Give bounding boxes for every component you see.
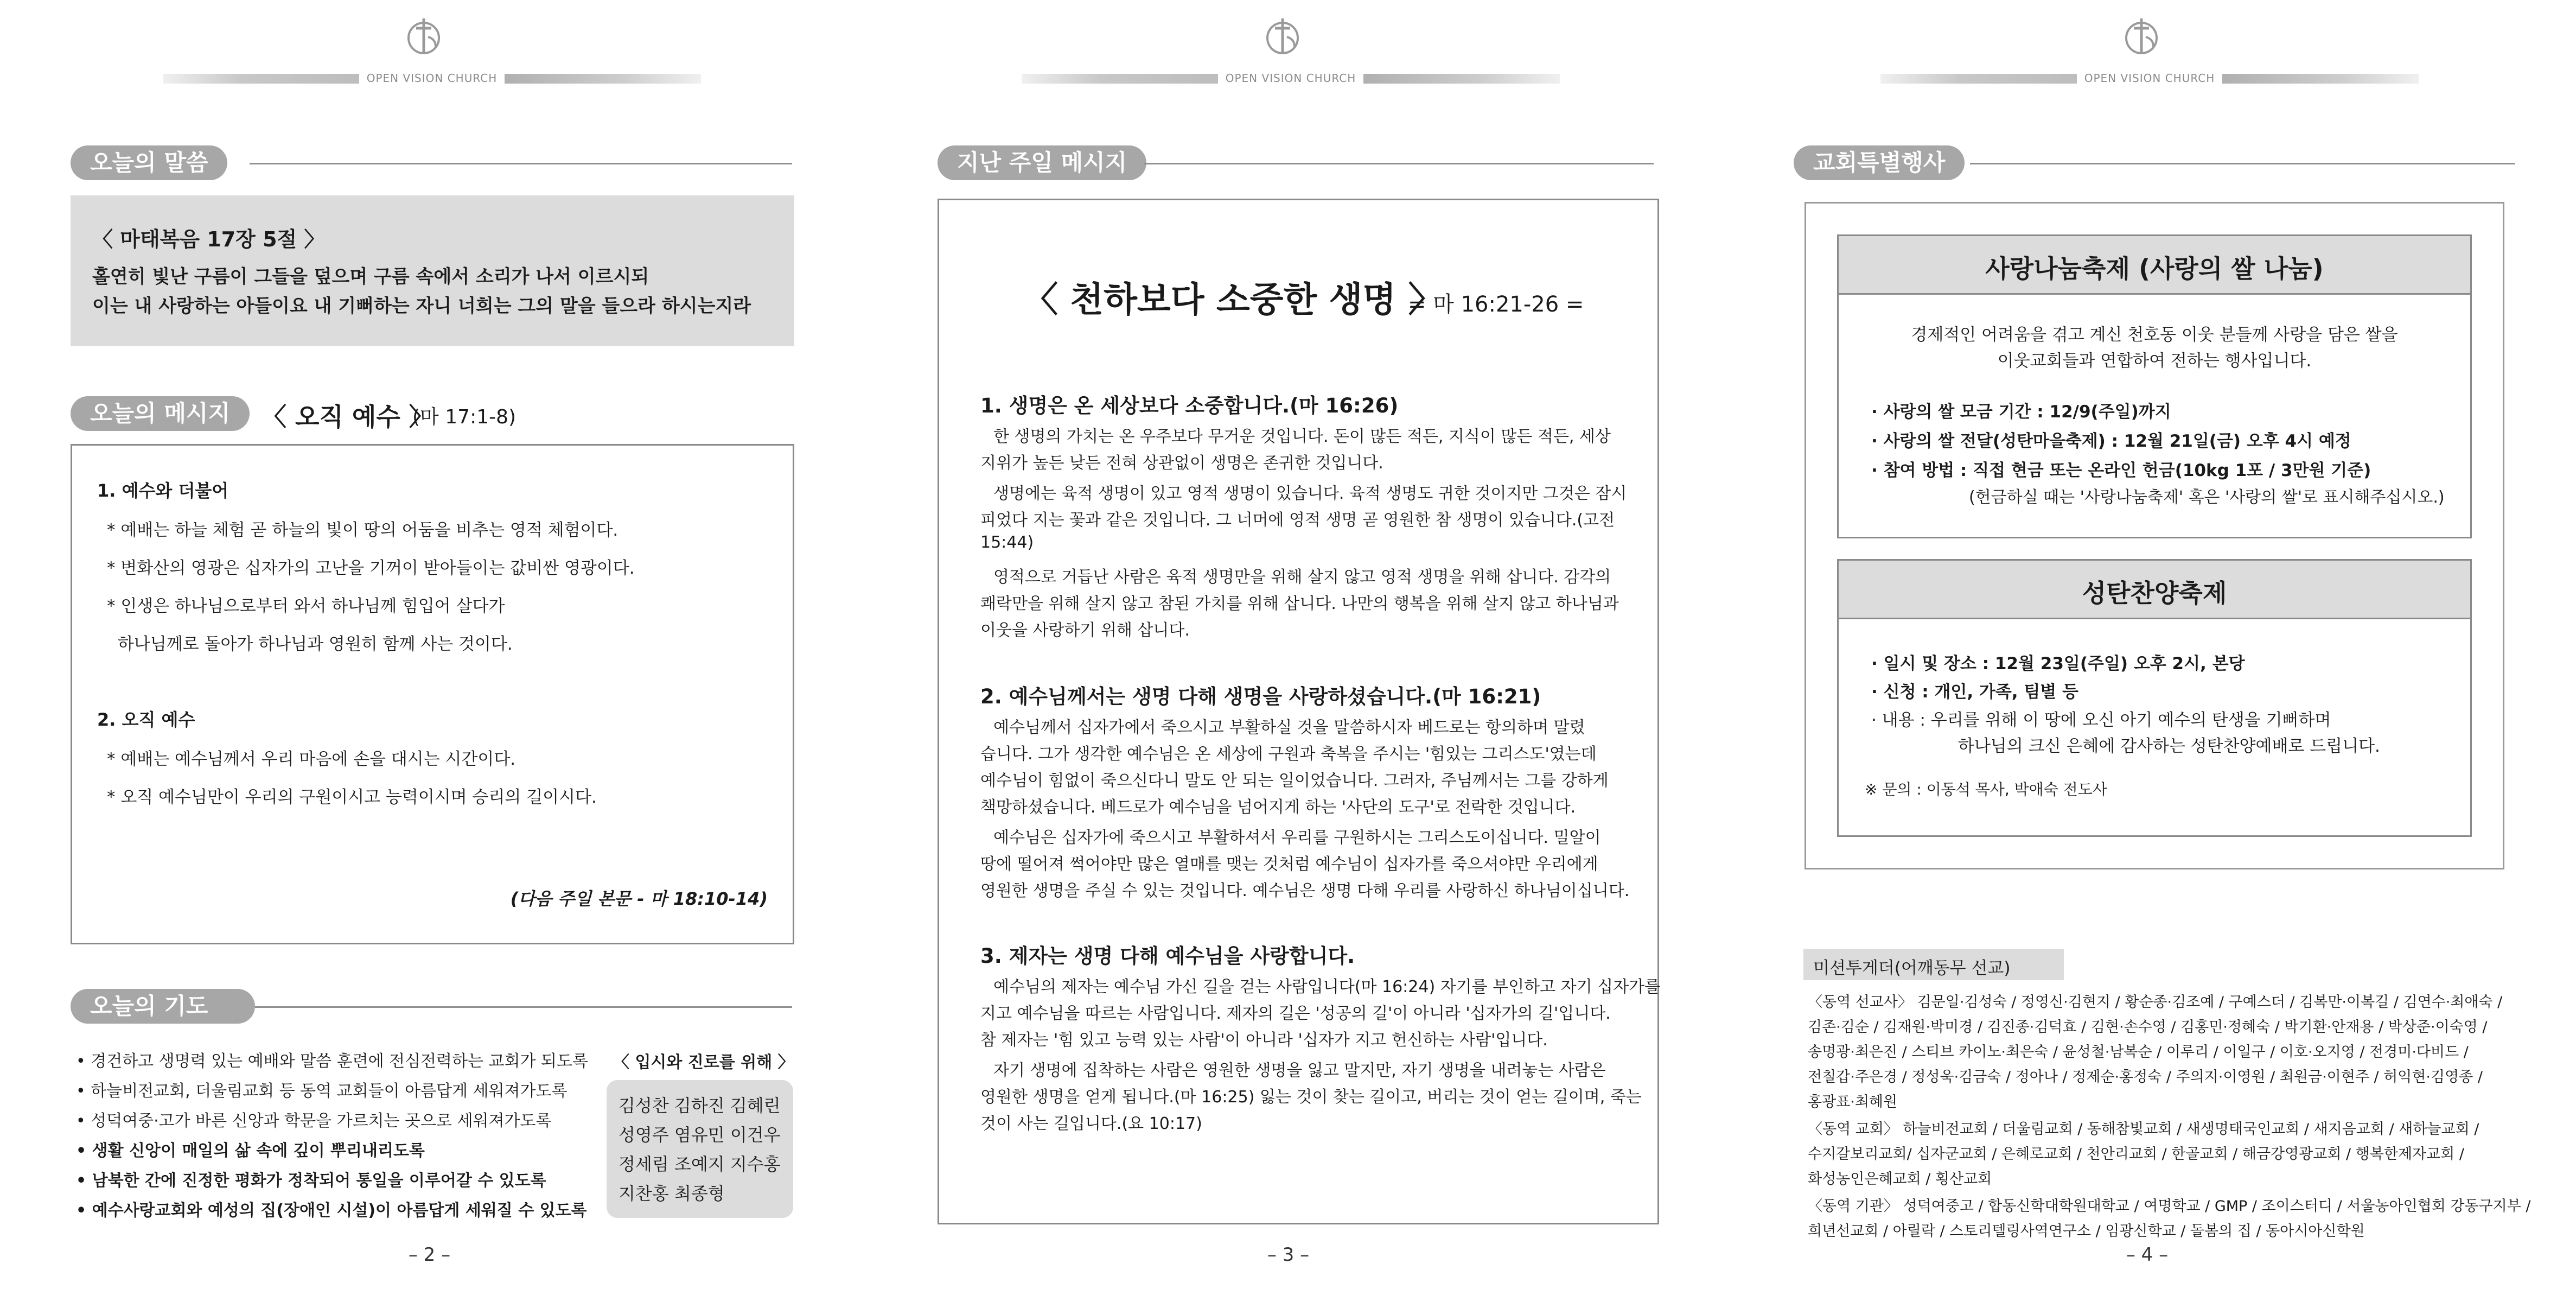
body-line: 피었다 지는 꽃과 같은 것입니다. 그 너머에 영적 생명 곧 영원한 참 생명이 있습니다.(고전 — [980, 511, 1615, 530]
word-section-title: 오늘의 말씀 — [71, 145, 227, 180]
church-logo-icon — [402, 15, 445, 59]
prayer-item: • 남북한 간에 진정한 평화가 정착되어 통일을 이루어갈 수 있도록 — [76, 1171, 546, 1190]
body-line: 예수님께서 십자가에서 죽으시고 부활하실 것을 말씀하시자 베드로는 항의하며 말렸 — [993, 718, 1585, 737]
word-box — [71, 195, 794, 346]
body-line: 것이 사는 길입니다.(요 10:17) — [980, 1114, 1202, 1133]
message-bullet: * 오직 예수님만이 우리의 구원이시고 능력이시며 승리의 길이시다. — [107, 788, 597, 807]
page-header — [859, 15, 1718, 85]
message-heading: 2. 오직 예수 — [97, 709, 195, 730]
church-name: OPEN VISION CHURCH — [366, 72, 498, 85]
message-bullet: * 인생은 하나님으로부터 와서 하나님께 힘입어 살다가 — [107, 596, 505, 616]
mission-line: 〈동역 선교사〉 김문일·김성숙 / 정영신·김현지 / 황순종·김조예 / 구예스더 / 김복만·이복길 / 김연수·최애숙 / — [1808, 994, 2503, 1011]
body-line: 예수님은 십자가에 죽으시고 부활하셔서 우리를 구원하시는 그리스도이십니다. 밀알이 — [993, 828, 1601, 847]
body-line: 15:44) — [980, 533, 1034, 552]
mission-line: 〈동역 기관〉 성덕여중고 / 합동신학대학원대학교 / 여명학교 / GMP / 조이스터디 / 서울농아인협회 강동구지부 / — [1808, 1198, 2531, 1215]
prayer-item: • 하늘비전교회, 더울림교회 등 동역 교회들이 아름답게 세워져가도록 — [76, 1082, 568, 1101]
event-detail-note: (헌금하실 때는 '사랑나눔축제' 혹은 '사랑의 쌀'로 표시해주십시오.) — [1969, 488, 2445, 507]
sermon-point-heading: 2. 예수님께서는 생명 다해 생명을 사랑하셨습니다.(마 16:21) — [980, 685, 1541, 708]
body-line: 생명에는 육적 생명이 있고 영적 생명이 있습니다. 육적 생명도 귀한 것이지만 그것은 잠시 — [993, 484, 1627, 503]
body-line: 자기 생명에 집착하는 사람은 영원한 생명을 잃고 말지만, 자기 생명을 내려놓는 사람은 — [993, 1061, 1606, 1080]
body-line: 한 생명의 가치는 온 우주보다 무거운 것입니다. 돈이 많든 적든, 지식이 많든 적든, 세상 — [993, 427, 1611, 446]
mission-line: 송명광·최은진 / 스티브 카이노·최은숙 / 윤성철·남복순 / 이루리 / 이일구 / 이호·오지영 / 전경미·다비드 / — [1808, 1044, 2469, 1061]
event-detail: · 사랑의 쌀 전달(성탄마을축제) : 12월 21일(금) 오후 4시 예정 — [1871, 431, 2351, 451]
mission-title-box — [1803, 949, 2064, 980]
church-logo-icon — [2120, 15, 2163, 59]
sermon-reference: (마 17:1-8) — [412, 406, 517, 428]
mission-line: 수지갈보리교회/ 십자군교회 / 은혜로교회 / 천안리교회 / 한골교회 / 해금강영광교회 / 행복한제자교회 / — [1808, 1146, 2464, 1163]
event-card-header — [1839, 561, 2470, 619]
exam-names-box — [607, 1080, 793, 1218]
page-number: – 3 – — [1267, 1244, 1310, 1266]
body-line: 지위가 높든 낮든 전혀 상관없이 생명은 존귀한 것입니다. — [980, 454, 1383, 473]
body-line: 습니다. 그가 생각한 예수님은 온 세상에 구원과 축복을 주시는 '힘있는 그리스도'였는데 — [980, 745, 1597, 764]
message-bullet-cont: 하나님께로 돌아가 하나님과 영원히 함께 사는 것이다. — [118, 634, 513, 654]
event-intro: 이웃교회들과 연합하여 전하는 행사입니다. — [1997, 351, 2312, 371]
exam-names-row: 지찬홍 최종형 — [619, 1183, 725, 1204]
sermon-point-heading: 1. 생명은 온 세상보다 소중합니다.(마 16:26) — [980, 394, 1399, 417]
body-line: 참 제자는 '힘 있고 능력 있는 사람'이 아니라 '십자가 지고 헌신하는 사람'입니다. — [980, 1031, 1548, 1050]
church-name: OPEN VISION CHURCH — [2084, 72, 2215, 85]
mission-line: 김존·김순 / 김재원·박미경 / 김진종·김덕효 / 김현·손수영 / 김홍민·정혜숙 / 박기환·안재용 / 박상준·이숙영 / — [1808, 1019, 2488, 1036]
divider — [250, 163, 792, 164]
mission-line: 화성농인은혜교회 / 횡산교회 — [1808, 1171, 1992, 1188]
prayer-item: • 경건하고 생명력 있는 예배와 말씀 훈련에 전심전력하는 교회가 되도록 — [76, 1052, 588, 1071]
message-bullet: * 변화산의 영광은 십자가의 고난을 기꺼이 받아들이는 값비싼 영광이다. — [107, 558, 635, 578]
body-line: 영원한 생명을 얻게 됩니다.(마 16:25) 잃는 것이 찾는 길이고, 버리는 것이 얻는 길이며, 죽는 — [980, 1088, 1642, 1107]
church-name: OPEN VISION CHURCH — [1225, 72, 1356, 85]
body-line: 이웃을 사랑하기 위해 삽니다. — [980, 621, 1190, 640]
header-bar-right — [1363, 74, 1560, 84]
header-bar-left — [1880, 74, 2077, 84]
page-header — [0, 15, 859, 85]
page-number: – 4 – — [2126, 1244, 2169, 1266]
header-bar-right — [505, 74, 701, 84]
body-line: 예수님의 제자는 예수님 가신 길을 걷는 사람입니다(마 16:24) 자기를 부인하고 자기 십자가를 — [993, 977, 1661, 996]
word-verse-line: 홀연히 빛난 구름이 그들을 덮으며 구름 속에서 소리가 나서 이르시되 — [92, 266, 649, 288]
mission-line: 〈동역 교회〉 하늘비전교회 / 더울림교회 / 동해참빛교회 / 새생명태국인교회 / 새지음교회 / 새하늘교회 / — [1808, 1121, 2479, 1138]
sermon-title: 〈 천하보다 소중한 생명 〉 — [1023, 280, 1443, 320]
event-detail: · 참여 방법 : 직접 현금 또는 온라인 헌금(10kg 1포 / 3만원 기준) — [1871, 461, 2371, 480]
exam-names-row: 성영주 염유민 이건우 — [619, 1125, 781, 1145]
prayer-section-title: 오늘의 기도 — [71, 989, 255, 1024]
mission-line: 전칠갑·주은경 / 정성욱·김금숙 / 정아나 / 정제순·홍정숙 / 주의지·이영원 / 최원금·이현주 / 허익현·김영종 / — [1808, 1069, 2483, 1085]
mission-line: 홍광표·최혜원 — [1808, 1094, 1898, 1110]
word-reference: 〈 마태복음 17장 5절 〉 — [92, 227, 325, 251]
page-3 — [859, 0, 1718, 1295]
body-line: 지고 예수님을 따르는 사람입니다. 제자의 길은 '성공의 길'이 아니라 '십자가의 길'입니다. — [980, 1004, 1611, 1023]
event-detail-cont: 하나님의 크신 은혜에 감사하는 성탄찬양예배로 드립니다. — [1958, 737, 2380, 756]
event-detail: · 사랑의 쌀 모금 기간 : 12/9(주일)까지 — [1871, 402, 2171, 422]
event-intro: 경제적인 어려움을 겪고 계신 천호동 이웃 분들께 사랑을 담은 쌀을 — [1911, 325, 2398, 345]
page-4 — [1718, 0, 2576, 1295]
event-title: 사랑나눔축제 (사랑의 쌀 나눔) — [1985, 254, 2324, 283]
exam-title: 〈 입시와 진로를 위해 〉 — [613, 1053, 794, 1072]
event-title: 성탄찬양축제 — [2082, 579, 2227, 608]
page-2 — [0, 0, 859, 1295]
event-card-header — [1839, 236, 2470, 295]
event-card — [1837, 234, 2472, 538]
body-line: 영적으로 거듭난 사람은 육적 생명만을 위해 살지 않고 영적 생명을 위해 삽니다. 감각의 — [993, 568, 1611, 587]
message-heading: 1. 예수와 더불어 — [97, 480, 229, 501]
event-detail: · 신청 : 개인, 가족, 팀별 등 — [1871, 682, 2078, 702]
body-line: 땅에 떨어져 썩어야만 많은 열매를 맺는 것처럼 예수님이 십자가를 죽으셔야만 우리에게 — [980, 855, 1598, 874]
event-detail: · 일시 및 장소 : 12월 23일(주일) 오후 2시, 본당 — [1871, 654, 2245, 674]
prayer-item: • 예수사랑교회와 예성의 집(장애인 시설)이 아름답게 세워질 수 있도록 — [76, 1201, 587, 1220]
mission-line: 희년선교회 / 아릴락 / 스토리텔링사역연구소 / 임광신학교 / 돌봄의 집 / 동아시아신학원 — [1808, 1223, 2365, 1240]
next-week-text: (다음 주일 본문 - 마 18:10-14) — [510, 888, 768, 909]
event-contact: ※ 문의 : 이동석 목사, 박애숙 전도사 — [1865, 780, 2107, 798]
sermon-point-heading: 3. 제자는 생명 다해 예수님을 사랑합니다. — [980, 944, 1355, 968]
page-number: – 2 – — [408, 1244, 451, 1266]
header-bar-left — [1022, 74, 1218, 84]
last-message-section-title: 지난 주일 메시지 — [938, 145, 1146, 180]
sermon-title: 〈 오직 예수 〉 — [262, 402, 434, 431]
page-header — [1718, 15, 2576, 85]
divider — [1144, 163, 1654, 164]
header-bar-right — [2222, 74, 2419, 84]
word-verse-line: 이는 내 사랑하는 아들이요 내 기뻐하는 자니 너희는 그의 말을 들으라 하시는지라 — [92, 295, 751, 317]
body-line: 예수님이 힘없이 죽으신다니 말도 안 되는 일이었습니다. 그러자, 주님께서는 그를 강하게 — [980, 771, 1609, 790]
divider — [255, 1006, 792, 1008]
exam-names-row: 정세림 조예지 지수홍 — [619, 1154, 781, 1175]
message-bullet: * 예배는 하늘 체험 곧 하늘의 빛이 땅의 어둠을 비추는 영적 체험이다. — [107, 520, 619, 540]
message-box — [71, 444, 794, 944]
event-detail: · 내용 : 우리를 위해 이 땅에 오신 아기 예수의 탄생을 기뻐하며 — [1871, 710, 2331, 730]
body-line: 책망하셨습니다. 베드로가 예수님을 넘어지게 하는 '사단의 도구'로 전락한 것입니다. — [980, 798, 1576, 817]
exam-names-row: 김성찬 김하진 김혜린 — [619, 1095, 781, 1116]
prayer-item: • 성덕여중·고가 바른 신앙과 학문을 가르치는 곳으로 세워져가도록 — [76, 1112, 552, 1131]
mission-title: 미션투게더(어깨동무 선교) — [1813, 958, 2011, 978]
prayer-item: • 생활 신앙이 매일의 삶 속에 깊이 뿌리내리도록 — [76, 1141, 425, 1160]
church-logo-icon — [1261, 15, 1304, 59]
body-line: 영원한 생명을 주실 수 있는 것입니다. 예수님은 생명 다해 우리를 사랑하신 하나님이십니다. — [980, 881, 1630, 900]
message-section-title: 오늘의 메시지 — [71, 396, 250, 431]
sermon-box — [938, 199, 1659, 1224]
sermon-reference: = 마 16:21-26 = — [1408, 292, 1584, 317]
divider — [1970, 163, 2515, 164]
body-line: 쾌락만을 위해 살지 않고 참된 가치를 위해 삽니다. 나만의 행복을 위해 살지 않고 하나님과 — [980, 594, 1619, 613]
header-bar-left — [163, 74, 359, 84]
message-bullet: * 예배는 예수님께서 우리 마음에 손을 대시는 시간이다. — [107, 750, 516, 769]
event-card — [1837, 559, 2472, 837]
events-section-title: 교회특별행사 — [1794, 145, 1965, 180]
